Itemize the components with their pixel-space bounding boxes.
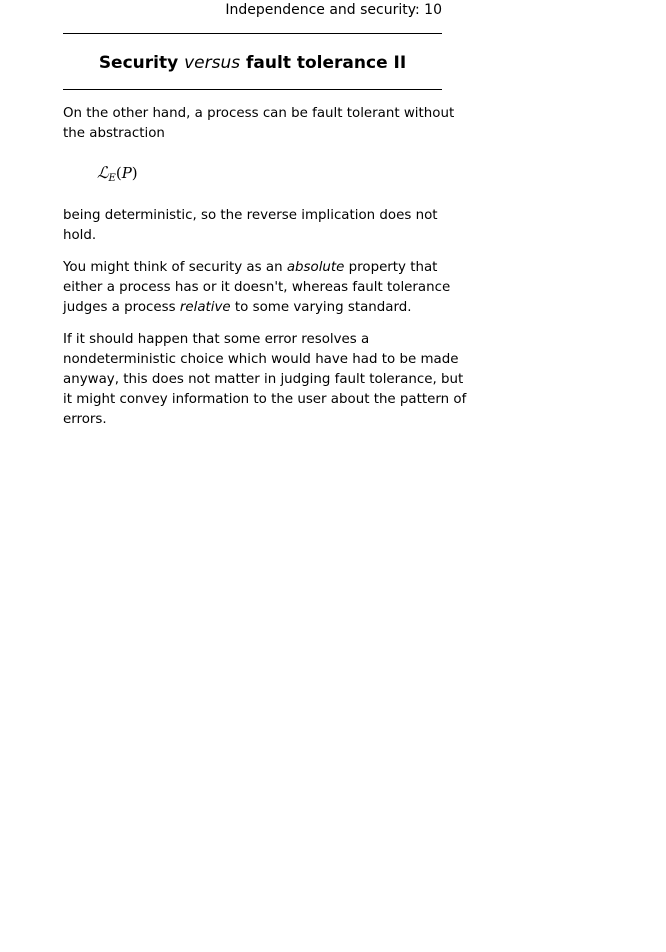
slide-title xyxy=(63,52,442,74)
paragraph-line: being deterministic, so the reverse implication does not xyxy=(63,208,438,223)
emphasis-absolute: absolute xyxy=(286,260,345,275)
paragraph-line: nondeterministic choice which would have had to be made xyxy=(63,352,459,367)
formula-script-l: ℒ xyxy=(97,163,109,182)
paragraph-absolute-relative xyxy=(63,258,451,318)
paragraph-error-pattern xyxy=(63,330,467,430)
paragraph-line: errors. xyxy=(63,412,107,427)
paragraph-fault-tolerant xyxy=(63,104,455,144)
paragraph-deterministic xyxy=(63,206,448,246)
text-run: property that xyxy=(344,260,438,275)
text-run: judges a process xyxy=(63,300,180,315)
paragraph-line xyxy=(63,298,448,318)
paragraph-line xyxy=(63,258,448,278)
text-run: to some varying standard. xyxy=(230,300,412,315)
text-run: You might think of security as an xyxy=(63,260,287,275)
paragraph-line: On the other hand, a process can be fault tolerant without xyxy=(63,106,455,121)
emphasis-relative: relative xyxy=(179,300,231,315)
paragraph-line: it might convey information to the user about the pattern of xyxy=(63,392,467,407)
bottom-rule xyxy=(63,89,442,90)
formula-subscript: E xyxy=(108,173,116,184)
title-part-security: Security xyxy=(98,53,179,73)
top-rule xyxy=(63,33,442,34)
paragraph-line: hold. xyxy=(63,228,97,243)
paragraph-line: the abstraction xyxy=(63,126,165,141)
title-part-versus: versus xyxy=(184,53,241,73)
abstraction-formula xyxy=(97,162,448,190)
body-text xyxy=(63,104,467,430)
running-head: Independence and security: 10 xyxy=(225,2,442,18)
paragraph-line: either a process has or it doesn't, whereas fault tolerance xyxy=(63,280,451,295)
formula-close-paren: ) xyxy=(131,164,138,182)
paragraph-line: anyway, this does not matter in judging fault tolerance, but xyxy=(63,372,464,387)
formula-open-paren: ( xyxy=(115,164,122,182)
formula-argument: P xyxy=(121,164,132,182)
title-part-fault-tolerance: fault tolerance II xyxy=(246,53,407,73)
paragraph-line: If it should happen that some error resolves a xyxy=(63,332,370,347)
